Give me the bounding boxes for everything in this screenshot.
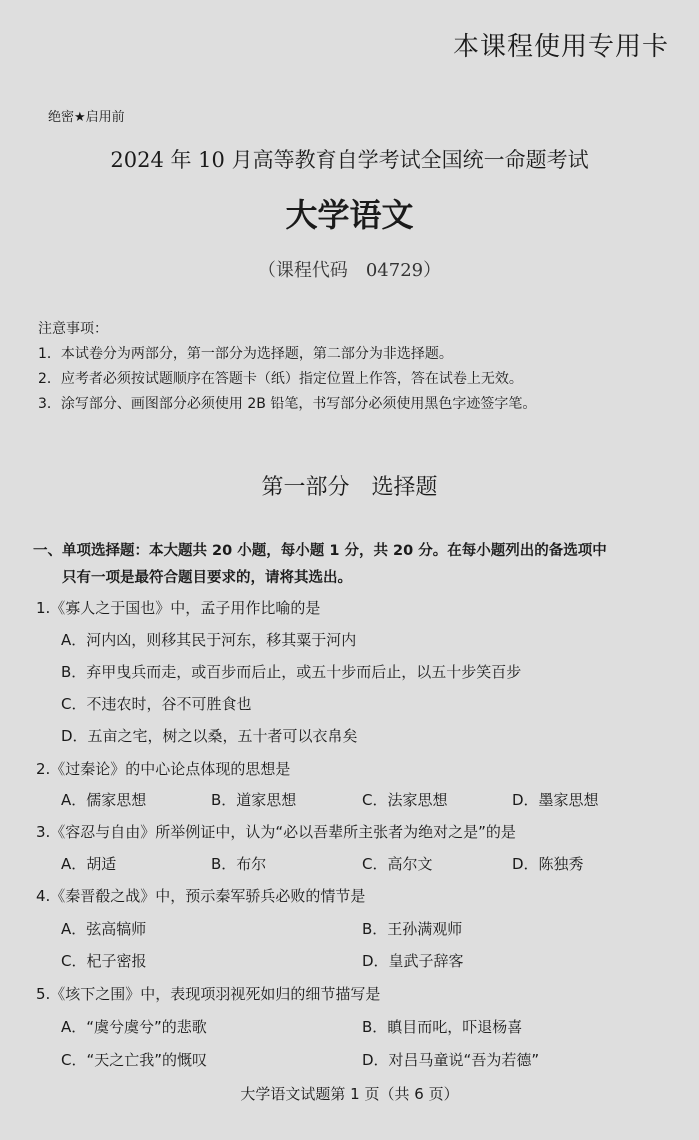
- option-1b: B．弃甲曳兵而走，或百步而后止，或五十步而后止，以五十步笑百步: [61, 663, 522, 681]
- option-4a: A．弦高犒师: [61, 920, 147, 938]
- question-stem-2: 2.《过秦论》的中心论点体现的思想是: [36, 760, 291, 778]
- option-3d: D．陈独秀: [512, 855, 584, 873]
- option-2b: B．道家思想: [211, 791, 297, 809]
- option-3a: A．胡适: [61, 855, 117, 873]
- option-3c: C．高尔文: [362, 855, 433, 873]
- option-2a: A．儒家思想: [61, 791, 147, 809]
- option-5a: A．“虞兮虞兮”的悲歌: [61, 1018, 207, 1036]
- page-footer: 大学语文试题第 1 页（共 6 页）: [240, 1085, 459, 1103]
- option-3b: B．布尔: [211, 855, 267, 873]
- option-5b: B．瞋目而叱，吓退杨喜: [362, 1018, 523, 1036]
- section-intro-cont: 只有一项是最符合题目要求的，请将其选出。: [62, 570, 352, 586]
- question-stem-1: 1.《寡人之于国也》中，孟子用作比喻的是: [36, 599, 321, 617]
- course-code: （课程代码 04729）: [257, 260, 442, 281]
- question-stem-5: 5.《垓下之围》中，表现项羽视死如归的细节描写是: [36, 985, 381, 1003]
- question-stem-4: 4.《秦晋殽之战》中，预示秦军骄兵必败的情节是: [36, 887, 366, 905]
- option-5d: D．对吕马童说“吾为若德”: [362, 1051, 540, 1069]
- note-item: 1．本试卷分为两部分，第一部分为选择题，第二部分为非选择题。: [38, 346, 453, 362]
- exam-title: 2024 年 10 月高等教育自学考试全国统一命题考试: [110, 148, 589, 172]
- option-4c: C．杞子密报: [61, 952, 147, 970]
- option-2c: C．法家思想: [362, 791, 448, 809]
- secret-mark: 绝密★启用前: [48, 110, 125, 125]
- option-2d: D．墨家思想: [512, 791, 599, 809]
- section-intro: 一、单项选择题：本大题共 20 小题，每小题 1 分，共 20 分。在每小题列出的备选项中: [33, 543, 607, 559]
- card-label: 本课程使用专用卡: [452, 32, 669, 62]
- note-item: 2．应考者必须按试题顺序在答题卡（纸）指定位置上作答，答在试卷上无效。: [38, 371, 523, 387]
- part-title: 第一部分 选择题: [261, 475, 438, 500]
- note-item: 3．涂写部分、画图部分必须使用 2B 铅笔，书写部分必须使用黑色字迹签字笔。: [38, 396, 537, 412]
- option-1a: A．河内凶，则移其民于河东，移其粟于河内: [61, 631, 357, 649]
- question-stem-3: 3.《容忍与自由》所举例证中，认为“必以吾辈所主张者为绝对之是”的是: [36, 823, 516, 841]
- notes-title: 注意事项：: [38, 321, 108, 337]
- option-5c: C．“天之亡我”的慨叹: [61, 1051, 208, 1069]
- option-1c: C．不违农时，谷不可胜食也: [61, 695, 252, 713]
- subject-title: 大学语文: [285, 196, 414, 234]
- option-1d: D．五亩之宅，树之以桑，五十者可以衣帛矣: [61, 727, 358, 745]
- option-4b: B．王孙满观师: [362, 920, 463, 938]
- option-4d: D．皇武子辞客: [362, 952, 464, 970]
